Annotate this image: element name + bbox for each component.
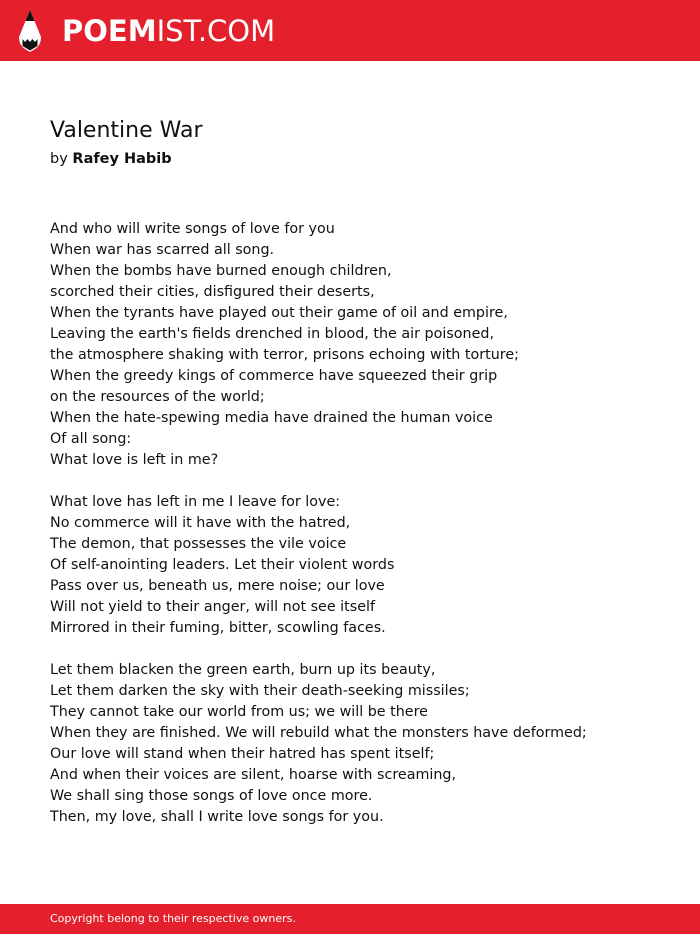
poem-stanza <box>50 660 670 828</box>
poem-line: the atmosphere shaking with terror, prisons echoing with torture; <box>50 347 519 363</box>
poem-line: Of all song: <box>50 431 132 447</box>
poem-line: When the tyrants have played out their game of oil and empire, <box>50 305 508 321</box>
author-name: Rafey Habib <box>72 151 172 167</box>
poem-line: When war has scarred all song. <box>50 242 275 258</box>
poem-line: scorched their cities, disfigured their deserts, <box>50 284 375 300</box>
poem-line: Then, my love, shall I write love songs for you. <box>50 809 384 825</box>
poem-line: No commerce will it have with the hatred, <box>50 515 351 531</box>
poem-line: What love has left in me I leave for love: <box>50 494 341 510</box>
poem-line: When they are finished. We will rebuild what the monsters have deformed; <box>50 725 587 741</box>
brand-name <box>62 9 275 53</box>
poem-line: Mirrored in their fuming, bitter, scowling faces. <box>50 620 386 636</box>
poem-line: Of self-anointing leaders. Let their violent words <box>50 557 395 573</box>
poem-line: They cannot take our world from us; we will be there <box>50 704 428 720</box>
poem-line: Pass over us, beneath us, mere noise; our love <box>50 578 385 594</box>
poem-body <box>50 219 670 849</box>
site-footer <box>0 904 700 934</box>
site-header <box>0 0 700 61</box>
poem-line: Will not yield to their anger, will not see itself <box>50 599 376 615</box>
pencil-tip-icon <box>17 9 43 53</box>
poem-line: When the greedy kings of commerce have squeezed their grip <box>50 368 498 384</box>
by-label: by <box>50 151 68 167</box>
poem-line: on the resources of the world; <box>50 389 265 405</box>
poem-line: Leaving the earth's fields drenched in blood, the air poisoned, <box>50 326 495 342</box>
poem-line: Let them darken the sky with their death-seeking missiles; <box>50 683 470 699</box>
poem-line: When the hate-spewing media have drained the human voice <box>50 410 493 426</box>
poem-stanza <box>50 492 670 639</box>
poem-line: And who will write songs of love for you <box>50 221 335 237</box>
poem-line: When the bombs have burned enough children, <box>50 263 392 279</box>
brand-bold-text: POEM <box>62 14 157 48</box>
poem-title: Valentine War <box>50 118 203 143</box>
poem-line: What love is left in me? <box>50 452 219 468</box>
copyright-text: Copyright belong to their respective owners. <box>50 912 296 925</box>
poem-line: The demon, that possesses the vile voice <box>50 536 347 552</box>
poem-line: And when their voices are silent, hoarse with screaming, <box>50 767 457 783</box>
poem-line: Let them blacken the green earth, burn up its beauty, <box>50 662 436 678</box>
poem-stanza <box>50 219 670 471</box>
byline <box>50 149 172 169</box>
brand-light-text: IST.COM <box>156 14 276 48</box>
poem-line: We shall sing those songs of love once more. <box>50 788 373 804</box>
site-logo[interactable] <box>17 9 275 53</box>
poem-line: Our love will stand when their hatred has spent itself; <box>50 746 435 762</box>
